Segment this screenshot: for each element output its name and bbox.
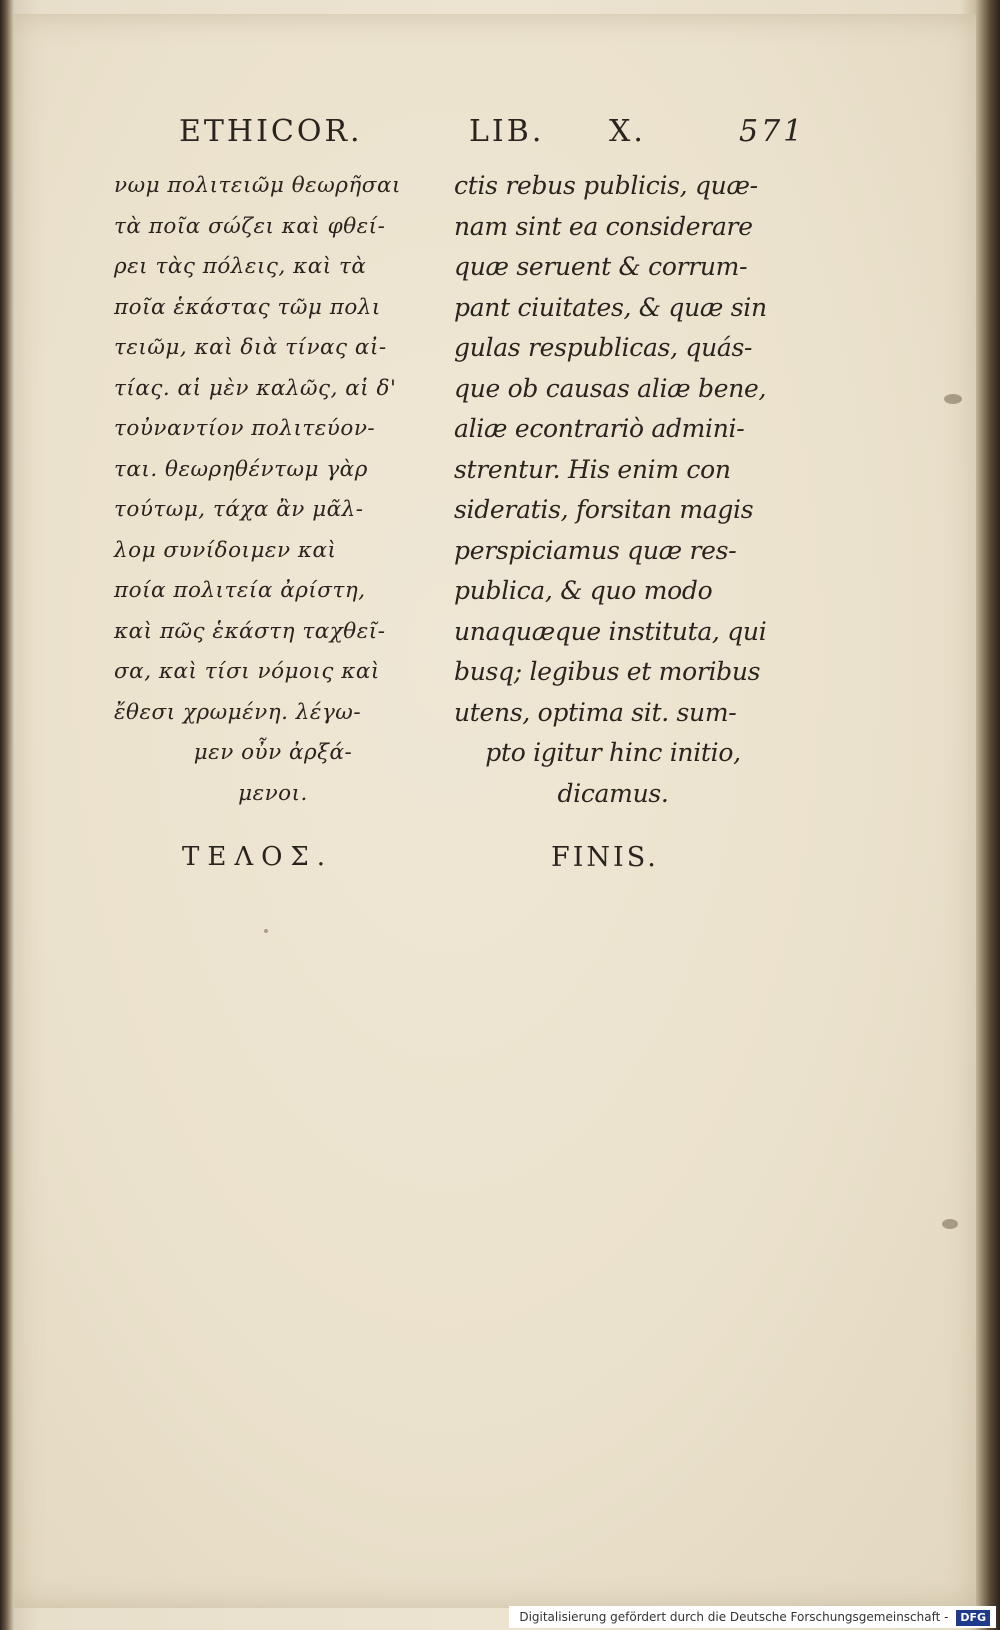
- dfg-logo: DFG: [956, 1610, 990, 1626]
- latin-ending-finis: FINIS.: [551, 842, 659, 873]
- greek-ending-telos: ΤΕΛΟΣ.: [182, 842, 334, 872]
- footer-text: Digitalisierung gefördert durch die Deutsche Forschungsgemeinschaft -: [519, 1610, 949, 1624]
- latin-line: quæ seruent & corrum-: [454, 252, 748, 281]
- greek-line: τὰ ποῖα σώζει καὶ φθεί-: [114, 213, 386, 239]
- greek-line: ρει τὰς πόλεις, καὶ τὰ: [114, 254, 367, 279]
- greek-line: μενοι.: [238, 780, 308, 806]
- latin-line: sideratis, forsitan magis: [454, 495, 754, 524]
- ink-spot: [264, 929, 268, 933]
- ink-spot: [942, 1219, 958, 1229]
- page-number: 571: [739, 114, 806, 149]
- latin-line: aliæ econtrariò admini-: [454, 414, 745, 443]
- latin-line: gulas respublicas, quás-: [454, 333, 753, 362]
- digitization-footer: [509, 1606, 996, 1628]
- latin-line: utens, optima sit. sum-: [454, 697, 737, 727]
- greek-line: ποία πολιτεία ἀρίστη,: [114, 578, 366, 603]
- running-header: [179, 114, 806, 164]
- latin-line: publica, & quo modo: [454, 576, 713, 605]
- latin-line: pto igitur hinc initio,: [485, 738, 741, 767]
- greek-line: τούτωμ, τάχα ἂν μᾶλ-: [114, 497, 364, 522]
- greek-line: ποῖα ἑκάστας τῶμ πολι: [114, 294, 381, 320]
- greek-line: λομ συνίδοιμεν καὶ: [114, 537, 337, 563]
- latin-line: pant ciuitates, & quæ sin: [454, 292, 767, 322]
- header-lib: LIB.: [469, 114, 545, 149]
- latin-line: dicamus.: [557, 778, 669, 808]
- latin-line: perspiciamus quæ res-: [454, 535, 737, 565]
- book-page: [14, 14, 976, 1608]
- greek-line: τίας. αἱ μὲν καλῶς, αἱ δ': [114, 375, 397, 401]
- latin-line: strentur. His enim con: [454, 454, 731, 484]
- greek-line: καὶ πῶς ἑκάστη ταχθεῖ-: [114, 618, 386, 644]
- greek-line: τοὐναντίον πολιτεύον-: [114, 416, 376, 441]
- latin-column: [454, 166, 772, 814]
- greek-line: ται. θεωρηθέντωμ γὰρ: [114, 456, 368, 482]
- latin-line: unaquæque instituta, qui: [454, 616, 767, 646]
- greek-line: σα, καὶ τίσι νόμοις καὶ: [114, 659, 380, 684]
- greek-column: [114, 166, 432, 814]
- greek-line: νωμ πολιτειῶμ θεωρῆσαι: [114, 173, 401, 198]
- ink-spot: [944, 394, 962, 404]
- header-title: ETHICOR.: [179, 114, 363, 149]
- latin-line: que ob causas aliæ bene,: [454, 373, 767, 403]
- greek-line: τειῶμ, καὶ διὰ τίνας αἰ-: [114, 335, 387, 360]
- latin-line: ctis rebus publicis, quæ-: [454, 171, 758, 200]
- header-book-number: X.: [609, 114, 646, 149]
- latin-line: nam sint ea considerare: [454, 211, 753, 241]
- greek-line: ἔθεσι χρωμένη. λέγω-: [114, 699, 362, 725]
- greek-line: μεν οὖν ἀρξά-: [193, 740, 353, 765]
- latin-line: busq; legibus et moribus: [454, 657, 761, 686]
